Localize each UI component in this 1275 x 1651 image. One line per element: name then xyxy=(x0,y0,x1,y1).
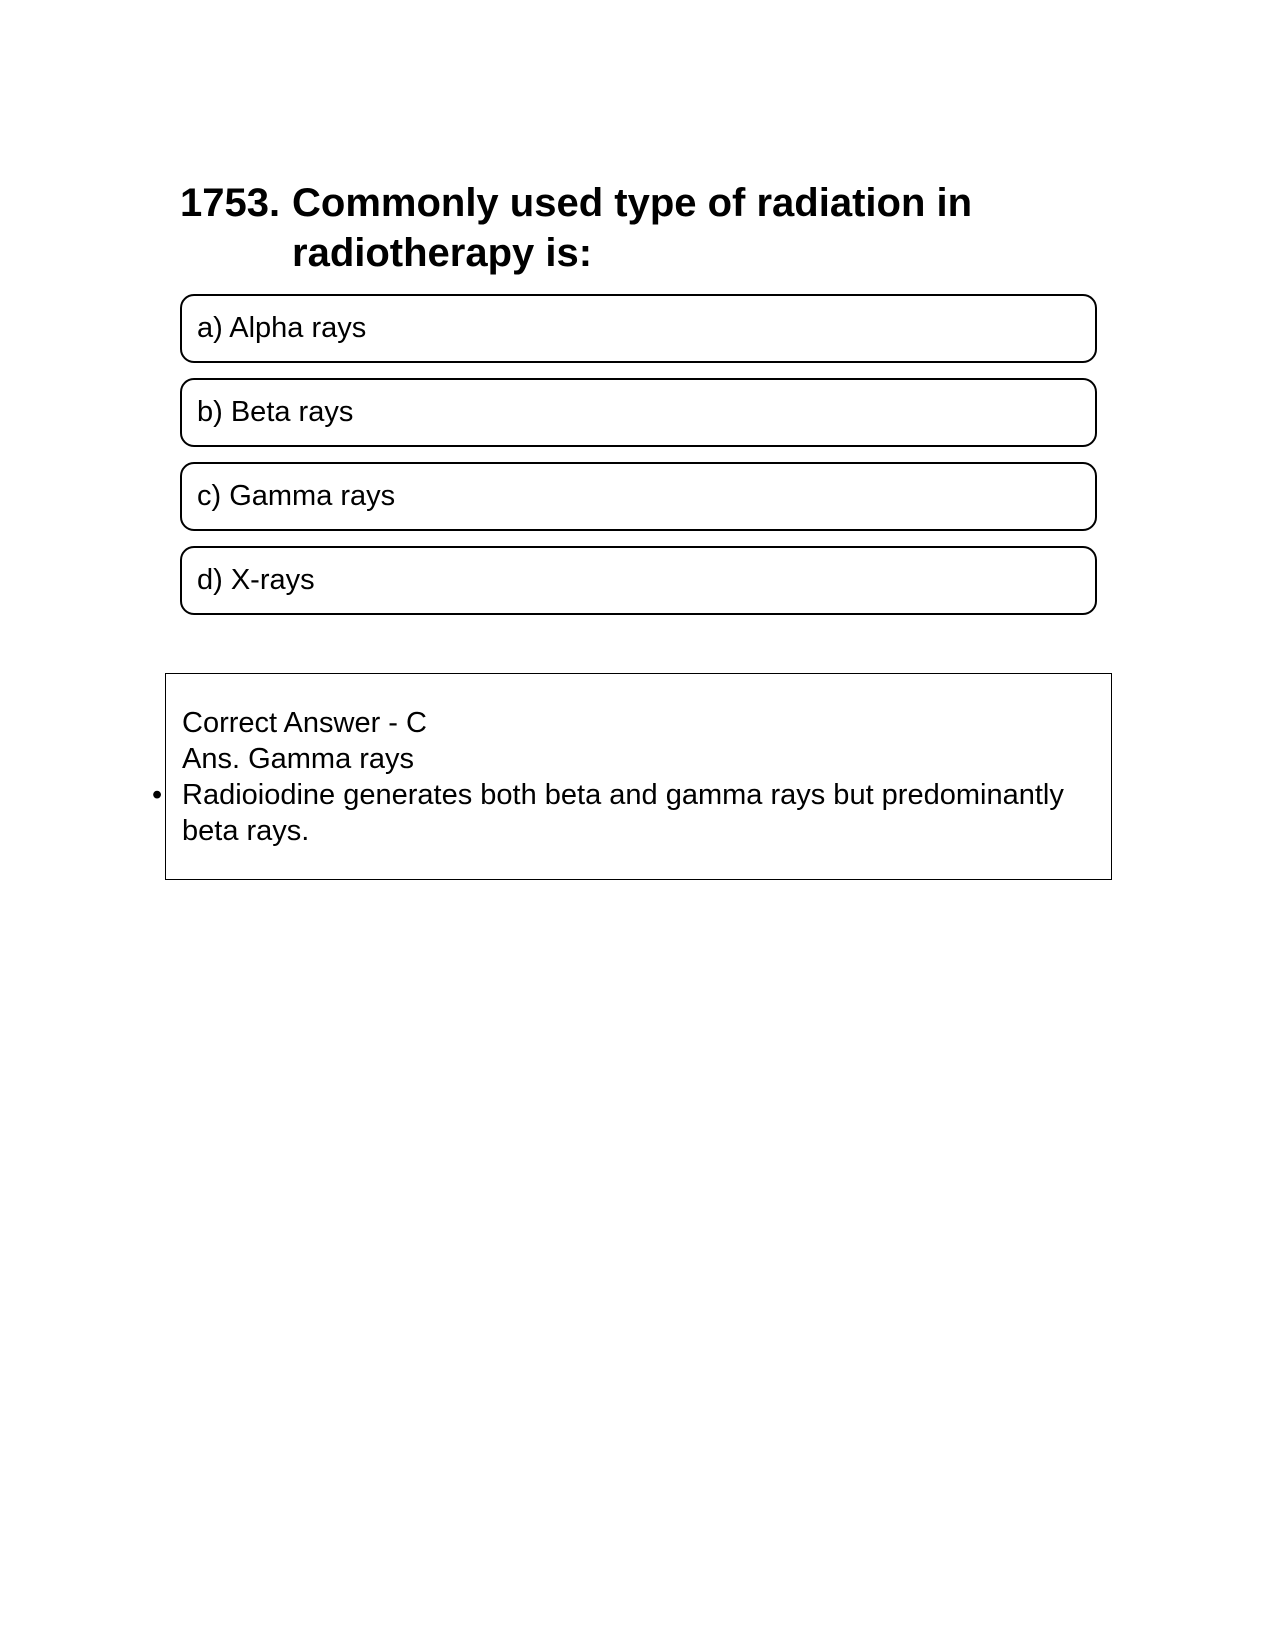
correct-answer-line: Correct Answer - C xyxy=(182,707,427,739)
option-d[interactable]: d) X-rays xyxy=(180,546,1097,615)
answer-box xyxy=(152,673,1112,880)
bullet-icon: • xyxy=(152,779,163,811)
question-text: Commonly used type of radiation in radiotherapy is: xyxy=(292,181,973,275)
option-b[interactable]: b) Beta rays xyxy=(180,378,1097,447)
question-heading xyxy=(180,178,1100,278)
answer-text-line: Ans. Gamma rays xyxy=(182,743,415,775)
option-a[interactable]: a) Alpha rays xyxy=(180,294,1097,363)
option-c[interactable]: c) Gamma rays xyxy=(180,462,1097,531)
options-list xyxy=(180,294,1097,630)
explanation-bullet xyxy=(152,777,1111,849)
question-number: 1753. xyxy=(180,181,281,225)
explanation-text: Radioiodine generates both beta and gamma rays but predominantly beta rays. xyxy=(182,779,1064,847)
